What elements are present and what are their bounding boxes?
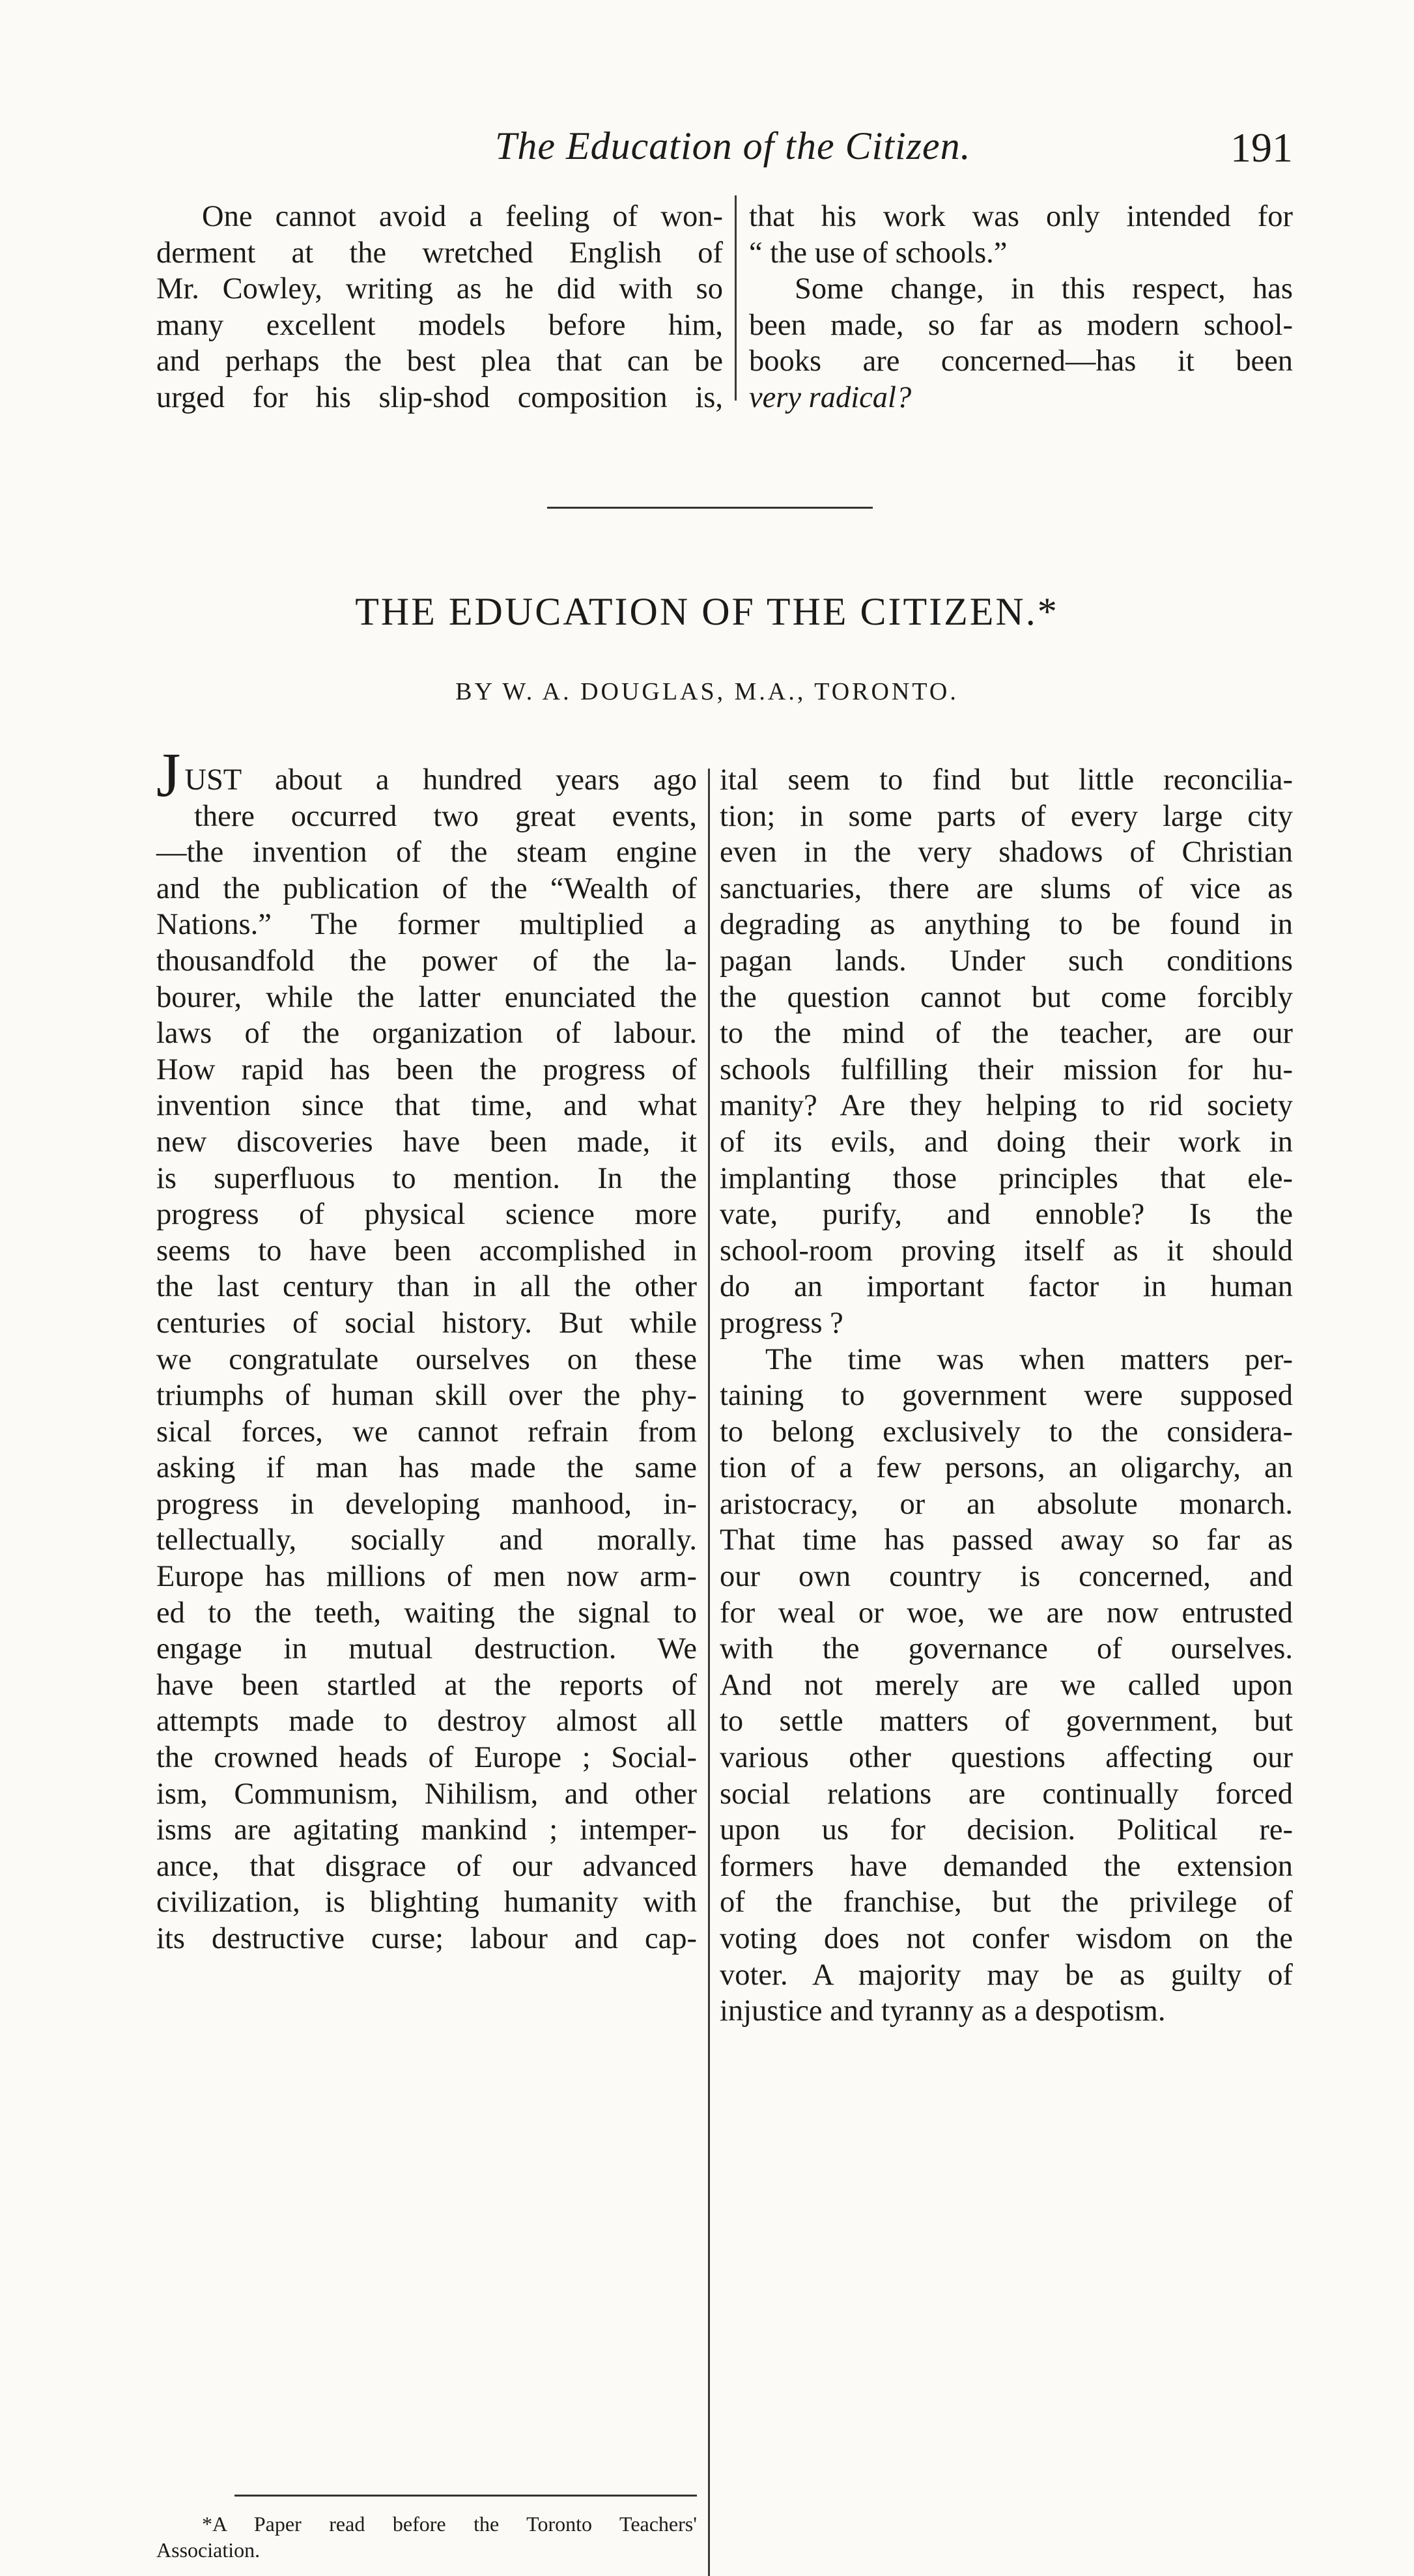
text-line: seems to have been accomplished in [156,1234,697,1267]
text-line: injustice and tyranny as a despotism. [720,1994,1166,2028]
text-line: engage in mutual destruction. We [156,1632,697,1666]
text-line: of its evils, and doing their work in [720,1125,1293,1159]
text-line: do an important factor in human [720,1270,1293,1304]
text-line [156,740,697,810]
text-line: asking if man has made the same [156,1451,697,1485]
text-line: and perhaps the best plea that can be [156,345,723,378]
text-line: thousandfold the power of the la- [156,944,697,978]
text-line: many excellent models before him, [156,308,723,342]
running-title: The Education of the Citizen. [495,124,971,167]
footnote [156,2511,697,2563]
text-line: bourer, while the latter enunciated the [156,980,697,1014]
footnote-line: *A Paper read before the Toronto Teachers' [202,2512,697,2536]
column-divider [735,195,737,401]
text-line: progress ? [720,1306,843,1340]
text-line: tion of a few persons, an oligarchy, an [720,1451,1293,1485]
text-line: ance, that disgrace of our advanced [156,1849,697,1883]
continuation-right-column [749,199,1293,416]
text-line: sical forces, we cannot refrain from [156,1415,697,1449]
article-right-column [720,762,1293,2030]
text-line: triumphs of human skill over the phy- [156,1379,697,1413]
text-line: pagan lands. Under such conditions [720,944,1293,978]
section-separator [547,507,873,509]
text-line: implanting those principles that ele- [720,1161,1293,1195]
column-divider [708,769,710,2576]
article-byline: BY W. A. DOUGLAS, M.A., TORONTO. [455,678,959,705]
article-left-column [156,740,697,1957]
text-line: The time was when matters per- [765,1342,1293,1376]
text-line: upon us for decision. Political re- [720,1813,1293,1847]
text-line: formers have demanded the extension [720,1849,1293,1883]
text-line: taining to government were supposed [720,1379,1293,1413]
text-line: have been startled at the reports of [156,1668,697,1702]
text-line: voting does not confer wisdom on the [720,1922,1293,1955]
text-line: civilization, is blighting humanity with [156,1886,697,1919]
text-line: How rapid has been the progress of [156,1053,697,1086]
text-line: for weal or woe, we are now entrusted [720,1596,1293,1630]
text-line: been made, so far as modern school- [749,308,1293,342]
text-line: attempts made to destroy almost all [156,1705,697,1738]
text-line: is superfluous to mention. In the [156,1161,697,1195]
text-line: degrading as anything to be found in [720,908,1293,942]
emphasis-text: very radical? [749,380,912,414]
text-line: invention since that time, and what [156,1089,697,1123]
text-line: the last century than in all the other [156,1270,697,1304]
text-line: laws of the organization of labour. [156,1017,697,1051]
text-line: urged for his slip-shod composition is, [156,380,723,414]
text-line: progress of physical science more [156,1198,697,1232]
text-line: social relations are continually forced [720,1777,1293,1811]
text-line: and the publication of the “Wealth of [156,871,697,905]
text-line: Some change, in this respect, has [795,272,1293,306]
text-line: with the governance of ourselves. [720,1632,1293,1666]
text-line: ed to the teeth, waiting the signal to [156,1596,697,1630]
text-line: to settle matters of government, but [720,1705,1293,1738]
text-line: books are concerned—has it been [749,345,1293,378]
text-line: to the mind of the teacher, are our [720,1017,1293,1051]
text-line: tion; in some parts of every large city [720,799,1293,833]
text-line: Nations.” The former multiplied a [156,908,697,942]
text-line: isms are agitating mankind ; intemper- [156,1813,697,1847]
text-line: schools fulfilling their mission for hu- [720,1053,1293,1086]
text-line: Mr. Cowley, writing as he did with so [156,272,723,306]
text-line: there occurred two great events, [194,799,697,833]
text-line: manity? Are they helping to rid society [720,1089,1293,1123]
text-line: we congratulate ourselves on these [156,1342,697,1376]
text-line: centuries of social history. But while [156,1306,697,1340]
text-line: voter. A majority may be as guilty of [720,1958,1293,1992]
continuation-left-column [156,199,723,416]
text-line: sanctuaries, there are slums of vice as [720,871,1293,905]
text-line: ital seem to find but little reconcilia- [720,763,1293,797]
text-line: And not merely are we called upon [720,1668,1293,1702]
drop-cap: J [156,740,181,810]
text-line: vate, purify, and ennoble? Is the [720,1198,1293,1232]
text-line: the crowned heads of Europe ; Social- [156,1741,697,1775]
text-line: school-room proving itself as it should [720,1234,1293,1267]
text-line: various other questions affecting our [720,1741,1293,1775]
text-line: That time has passed away so far as [720,1523,1293,1557]
text-line: the question cannot but come forcibly [720,980,1293,1014]
text-line: Europe has millions of men now arm- [156,1560,697,1594]
text-line: its destructive curse; labour and cap- [156,1922,697,1955]
text-line: even in the very shadows of Christian [720,836,1293,870]
text-line: “ the use of schools.” [749,236,1008,270]
page-header [156,124,1293,182]
text-line: to belong exclusively to the considera- [720,1415,1293,1449]
text-line: our own country is concerned, and [720,1560,1293,1594]
text-line: tellectually, socially and morally. [156,1523,697,1557]
first-line-text: UST about a hundred years ago [184,763,697,797]
text-line: One cannot avoid a feeling of won- [202,200,723,233]
article-title: THE EDUCATION OF THE CITIZEN.* [355,590,1059,633]
text-line: —the invention of the steam engine [156,836,697,870]
page-number: 191 [1230,124,1293,171]
text-line: that his work was only intended for [749,200,1293,233]
text-line: ism, Communism, Nihilism, and other [156,1777,697,1811]
text-line: aristocracy, or an absolute monarch. [720,1487,1293,1521]
footnote-separator [234,2495,697,2497]
text-line: derment at the wretched English of [156,236,723,270]
text-line: of the franchise, but the privilege of [720,1886,1293,1919]
text-line: new discoveries have been made, it [156,1125,697,1159]
text-line [749,380,1293,416]
footnote-line: Association. [156,2538,261,2562]
text-line: progress in developing manhood, in- [156,1487,697,1521]
